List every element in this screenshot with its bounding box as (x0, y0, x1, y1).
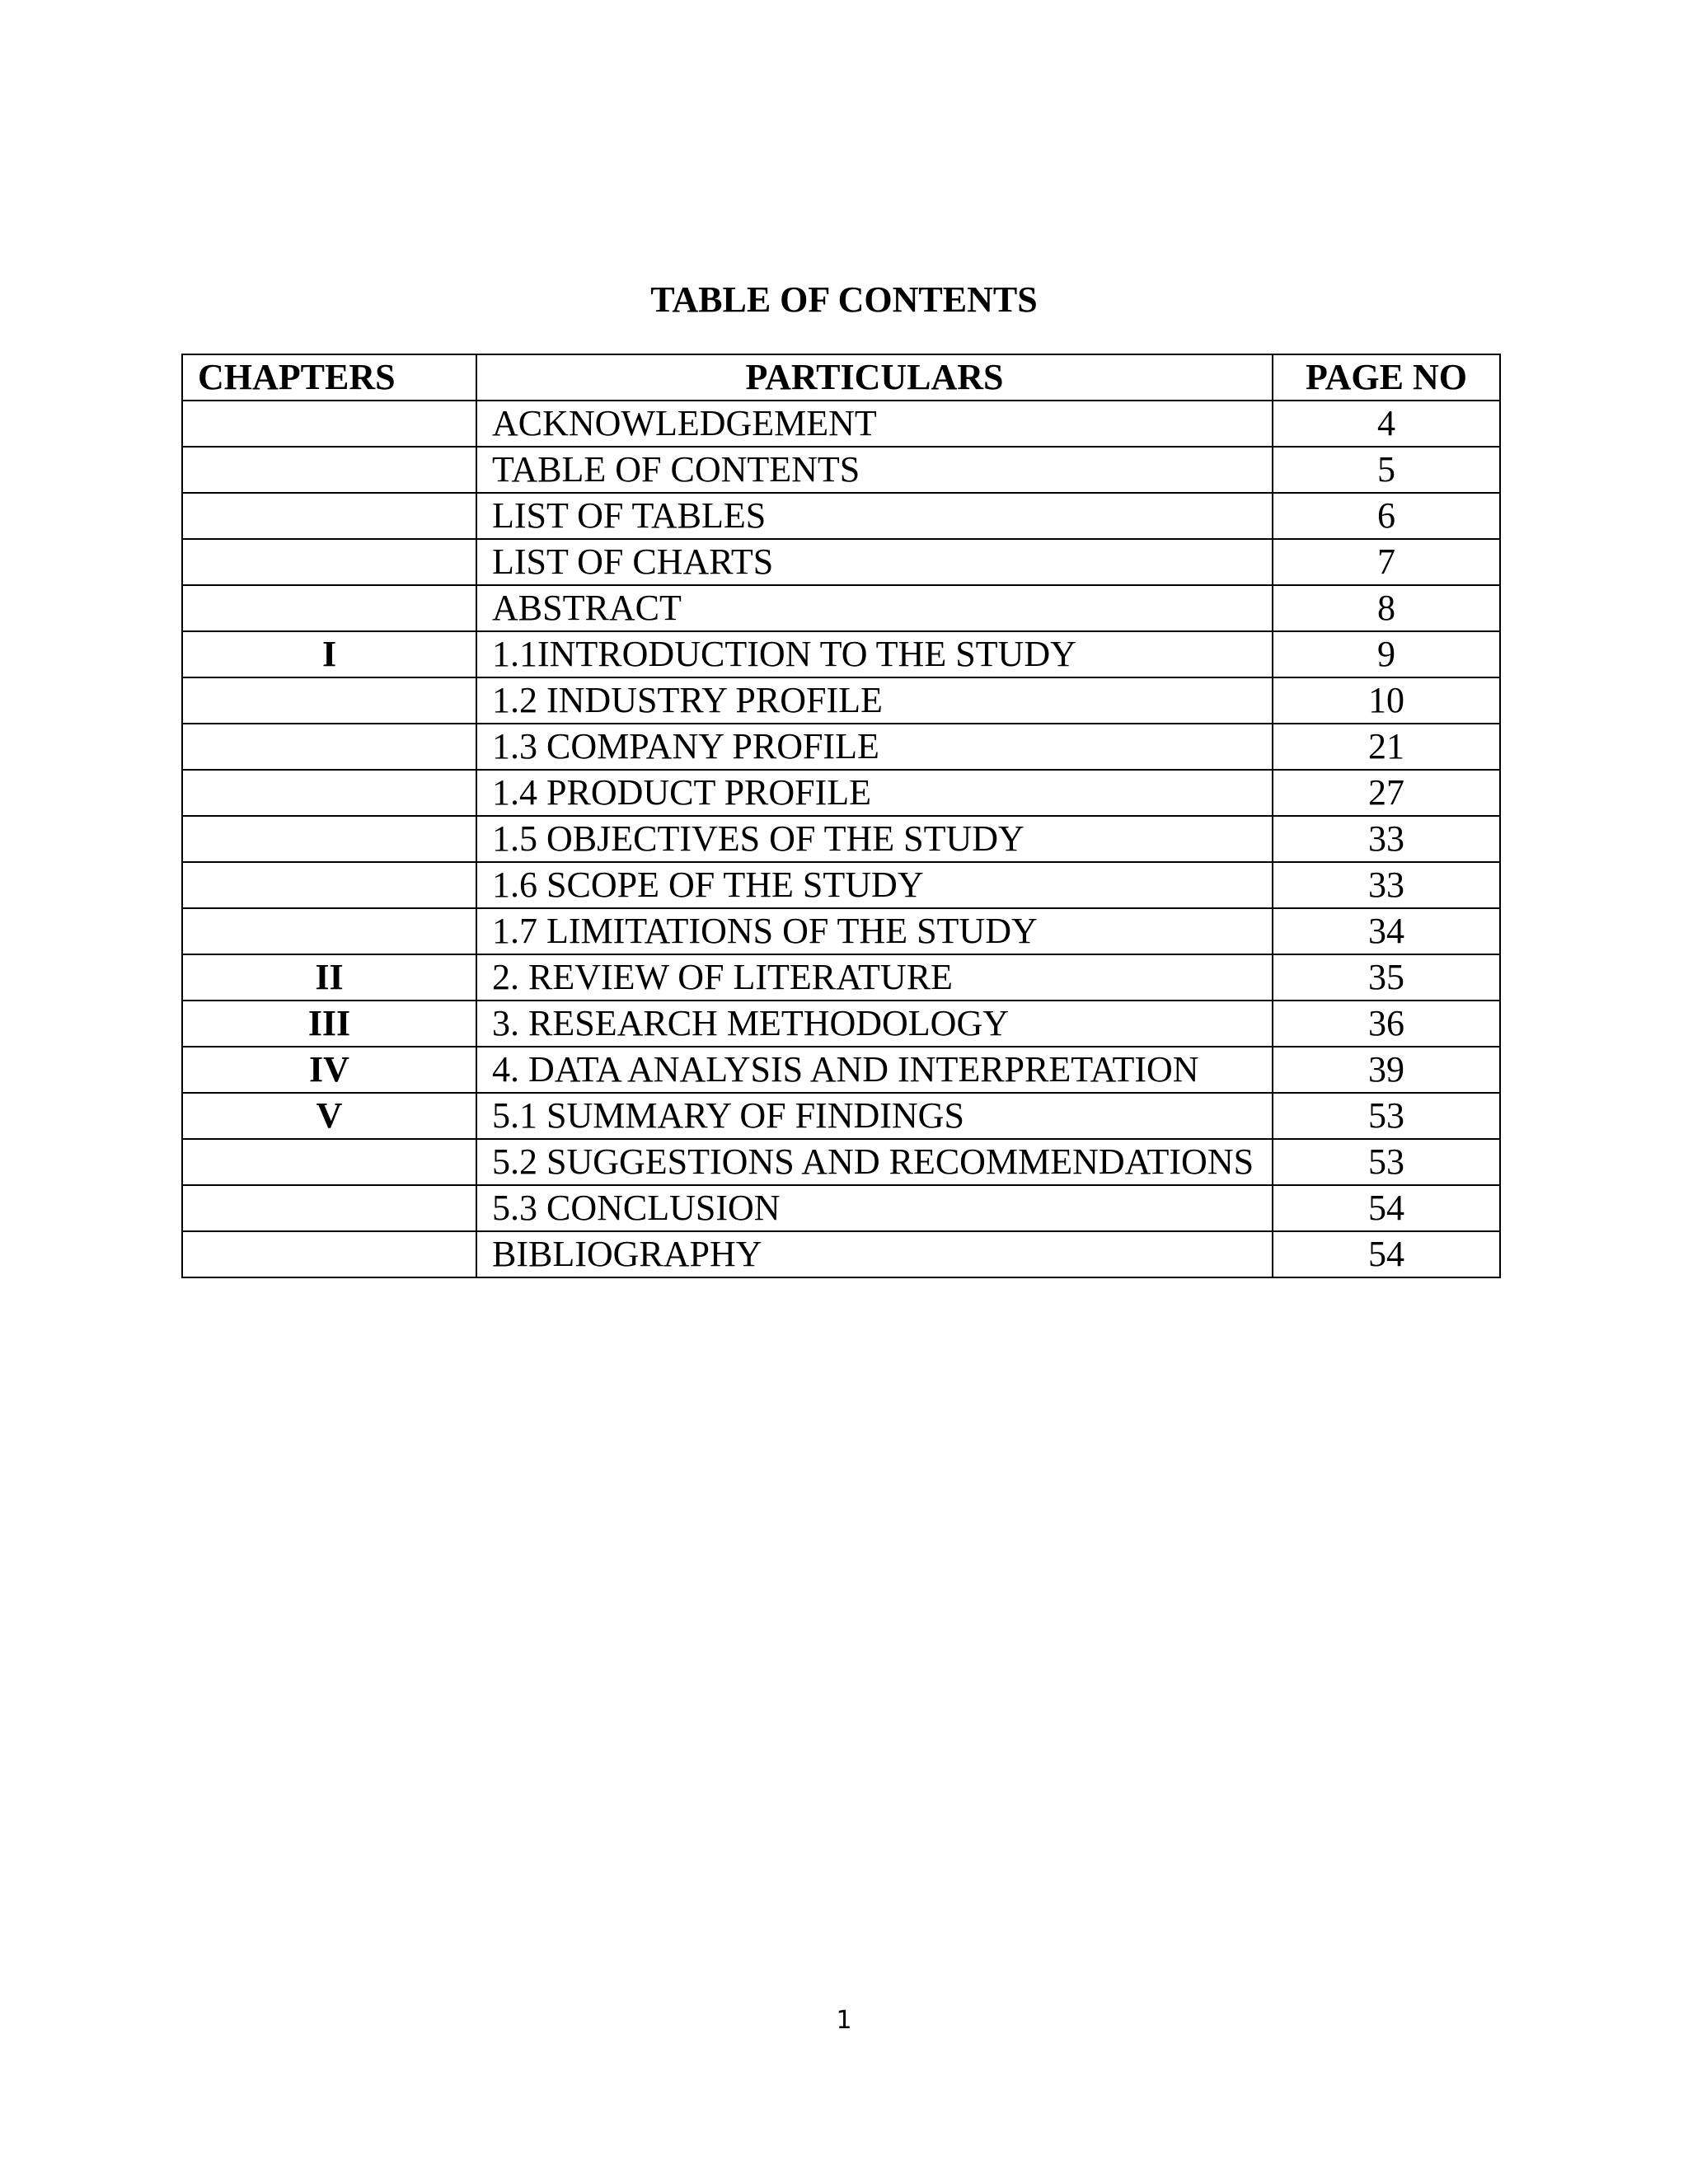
table-row (182, 401, 1500, 447)
page-cell: 6 (1273, 493, 1500, 539)
page-cell: 33 (1273, 816, 1500, 862)
particular-cell: 1.1INTRODUCTION TO THE STUDY (476, 631, 1273, 677)
chapter-cell (182, 677, 476, 724)
page-cell: 53 (1273, 1093, 1500, 1139)
table-row (182, 770, 1500, 816)
table-row (182, 493, 1500, 539)
chapter-cell (182, 539, 476, 585)
page-cell: 27 (1273, 770, 1500, 816)
page-cell: 54 (1273, 1185, 1500, 1231)
particular-cell: 1.6 SCOPE OF THE STUDY (476, 862, 1273, 908)
particular-cell: 4. DATA ANALYSIS AND INTERPRETATION (476, 1047, 1273, 1093)
page-cell: 33 (1273, 862, 1500, 908)
table-row (182, 1231, 1500, 1277)
page-number: 1 (836, 2006, 852, 2035)
page-cell: 54 (1273, 1231, 1500, 1277)
page-cell: 8 (1273, 585, 1500, 631)
page-cell: 7 (1273, 539, 1500, 585)
page-cell: 4 (1273, 401, 1500, 447)
particular-cell: ACKNOWLEDGEMENT (476, 401, 1273, 447)
chapter-cell: I (182, 631, 476, 677)
table-row (182, 862, 1500, 908)
particular-cell: 1.7 LIMITATIONS OF THE STUDY (476, 908, 1273, 954)
particular-cell: 1.4 PRODUCT PROFILE (476, 770, 1273, 816)
chapter-cell: II (182, 954, 476, 1001)
table-row (182, 539, 1500, 585)
particular-cell: 5.1 SUMMARY OF FINDINGS (476, 1093, 1273, 1139)
chapter-cell (182, 1231, 476, 1277)
chapter-cell (182, 447, 476, 493)
particular-cell: LIST OF CHARTS (476, 539, 1273, 585)
particular-cell: 5.3 CONCLUSION (476, 1185, 1273, 1231)
table-row (182, 816, 1500, 862)
page-cell: 53 (1273, 1139, 1500, 1185)
table-row (182, 908, 1500, 954)
particular-cell: TABLE OF CONTENTS (476, 447, 1273, 493)
table-row (182, 631, 1500, 677)
particular-cell: ABSTRACT (476, 585, 1273, 631)
chapter-cell (182, 908, 476, 954)
chapter-cell (182, 724, 476, 770)
table-row (182, 1047, 1500, 1093)
chapter-cell (182, 862, 476, 908)
page-cell: 9 (1273, 631, 1500, 677)
chapter-cell: V (182, 1093, 476, 1139)
column-header-page-no: PAGE NO (1273, 354, 1500, 401)
chapter-cell (182, 585, 476, 631)
table-row (182, 724, 1500, 770)
table-row (182, 585, 1500, 631)
table-row (182, 1001, 1500, 1047)
page-cell: 34 (1273, 908, 1500, 954)
page-cell: 21 (1273, 724, 1500, 770)
column-header-particulars: PARTICULARS (476, 354, 1273, 401)
chapter-cell (182, 401, 476, 447)
particular-cell: 3. RESEARCH METHODOLOGY (476, 1001, 1273, 1047)
table-row (182, 1139, 1500, 1185)
particular-cell: 5.2 SUGGESTIONS AND RECOMMENDATIONS (476, 1139, 1273, 1185)
chapter-cell (182, 770, 476, 816)
chapter-cell (182, 816, 476, 862)
page-cell: 35 (1273, 954, 1500, 1001)
particular-cell: 1.5 OBJECTIVES OF THE STUDY (476, 816, 1273, 862)
particular-cell: 1.3 COMPANY PROFILE (476, 724, 1273, 770)
chapter-cell (182, 1185, 476, 1231)
chapter-cell: IV (182, 1047, 476, 1093)
contents-table (181, 354, 1501, 1278)
particular-cell: 2. REVIEW OF LITERATURE (476, 954, 1273, 1001)
table-row (182, 447, 1500, 493)
chapter-cell (182, 493, 476, 539)
page-cell: 10 (1273, 677, 1500, 724)
chapter-cell: III (182, 1001, 476, 1047)
table-row (182, 677, 1500, 724)
particular-cell: 1.2 INDUSTRY PROFILE (476, 677, 1273, 724)
chapter-cell (182, 1139, 476, 1185)
page-cell: 39 (1273, 1047, 1500, 1093)
column-header-chapters: CHAPTERS (182, 354, 476, 401)
page-cell: 5 (1273, 447, 1500, 493)
table-row (182, 954, 1500, 1001)
table-row (182, 1093, 1500, 1139)
particular-cell: LIST OF TABLES (476, 493, 1273, 539)
table-row (182, 1185, 1500, 1231)
particular-cell: BIBLIOGRAPHY (476, 1231, 1273, 1277)
table-header-row (182, 354, 1500, 401)
page-cell: 36 (1273, 1001, 1500, 1047)
page-title: TABLE OF CONTENTS (650, 279, 1038, 320)
